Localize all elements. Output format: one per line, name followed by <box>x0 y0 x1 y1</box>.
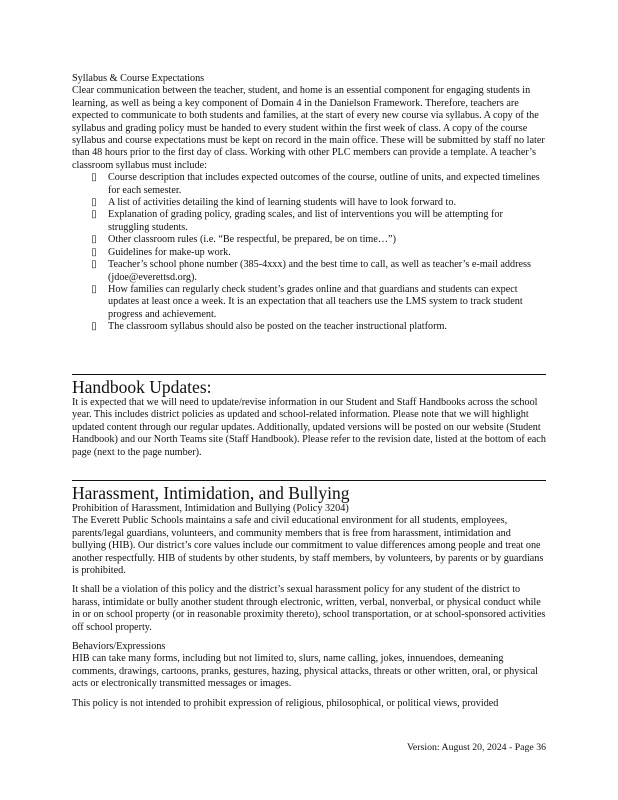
bullet-icon: ▯ <box>91 197 97 209</box>
harassment-paragraph-3: HIB can take many forms, including but not limited to, slurs, name calling, jokes, innuendoes, demeaning comments, drawings, cartoons, pranks, gestures, hazing, physical attacks, threats or other written, oral, or physical acts or electronically transmitted messages or images. <box>72 653 538 690</box>
syllabus-requirements-list <box>72 172 546 333</box>
bullet-icon: ▯ <box>91 321 97 333</box>
syllabus-section <box>72 73 546 334</box>
page-footer: Version: August 20, 2024 - Page 36 <box>406 742 546 753</box>
handbook-body: It is expected that we will need to update/revise information in our Student and Staff Handbooks across the school year. This includes district policies as updated and school-related information. Please note that we will highlight updated content through our regular updates. Additionally, updated versions will be posted on our website (Student Handbook) and our North Teams site (Staff Handbook). Please refer to the revision date, listed at the bottom of each page (next to the page number). <box>72 397 546 458</box>
section-divider <box>72 374 546 375</box>
behaviors-heading: Behaviors/Expressions <box>72 641 166 653</box>
syllabus-intro: Clear communication between the teacher, student, and home is an essential component for engaging students in learning, as well as being a key component of Domain 4 in the Danielson Framework. Therefore, teachers are expected to communicate to both students and families, at the start of every new course via syllabus. A copy of the syllabus and grading policy must be handed to every student within the first week of class. A copy of the course syllabus and course expectations must be kept on record in the main office. These will be submitted by staff no later than 48 hours prior to the first day of class. Working with other PLC members can provide a template. A teacher’s classroom syllabus must include: <box>72 85 545 171</box>
harassment-section <box>72 483 546 710</box>
list-item-text: Other classroom rules (i.e. “Be respectful, be prepared, be on time…”) <box>108 234 396 246</box>
list-item-text: How families can regularly check student’s grades online and that guardians and students can expect updates at least once a week. It is an expectation that all teachers use the LMS system to track student progress and achievement. <box>108 283 523 320</box>
syllabus-heading: Syllabus & Course Expectations <box>72 73 205 84</box>
list-item <box>72 247 546 259</box>
list-item <box>72 284 546 321</box>
list-item-text: A list of activities detailing the kind of learning students will have to look forward to. <box>108 197 457 209</box>
bullet-icon: ▯ <box>91 259 97 271</box>
bullet-icon: ▯ <box>91 209 97 221</box>
bullet-icon: ▯ <box>91 283 97 295</box>
harassment-paragraph-1: The Everett Public Schools maintains a safe and civil educational environment for all students, employees, parents/legal guardians, volunteers, and community members that is free from harassment, intimidation and bullying (HIB). Our district’s core values include our commitment to value differences among people and treat one another respectfully. HIB of students by other students, by staff members, by volunteers, by parents or by guardians is prohibited. <box>72 515 544 577</box>
bullet-icon: ▯ <box>91 234 97 246</box>
harassment-heading: Harassment, Intimidation, and Bullying <box>72 483 350 503</box>
harassment-subheading: Prohibition of Harassment, Intimidation and Bullying (Policy 3204) <box>72 503 349 514</box>
harassment-paragraph-2: It shall be a violation of this policy and the district’s sexual harassment policy for any student of the district to harass, intimidate or bully another student through electronic, written, verbal, nonverbal, or physical conduct while in or on school property (or in reasonable proximity thereto), school transportation, or at school-sponsored activities off school property. <box>72 584 546 633</box>
harassment-paragraph-4: This policy is not intended to prohibit expression of religious, philosophical, or political views, provided <box>72 697 499 709</box>
handbook-section <box>72 377 546 459</box>
list-item <box>72 234 546 246</box>
list-item-text: Explanation of grading policy, grading scales, and list of interventions you will be attempting for struggling students. <box>108 209 503 233</box>
bullet-icon: ▯ <box>91 172 97 184</box>
list-item <box>72 209 546 234</box>
list-item-text: Guidelines for make-up work. <box>108 246 231 258</box>
list-item <box>72 259 546 284</box>
bullet-icon: ▯ <box>91 246 97 258</box>
list-item <box>72 172 546 197</box>
handbook-heading: Handbook Updates: <box>72 377 212 397</box>
list-item <box>72 321 546 333</box>
list-item-text: Course description that includes expected outcomes of the course, outline of units, and expected timelines for each semester. <box>108 172 540 196</box>
list-item-text: Teacher’s school phone number (385-4xxx) and the best time to call, as well as teacher’s e-mail address (jdoe@everettsd.org). <box>108 259 531 283</box>
list-item-text: The classroom syllabus should also be posted on the teacher instructional platform. <box>108 321 447 333</box>
list-item <box>72 197 546 209</box>
section-divider <box>72 480 546 481</box>
